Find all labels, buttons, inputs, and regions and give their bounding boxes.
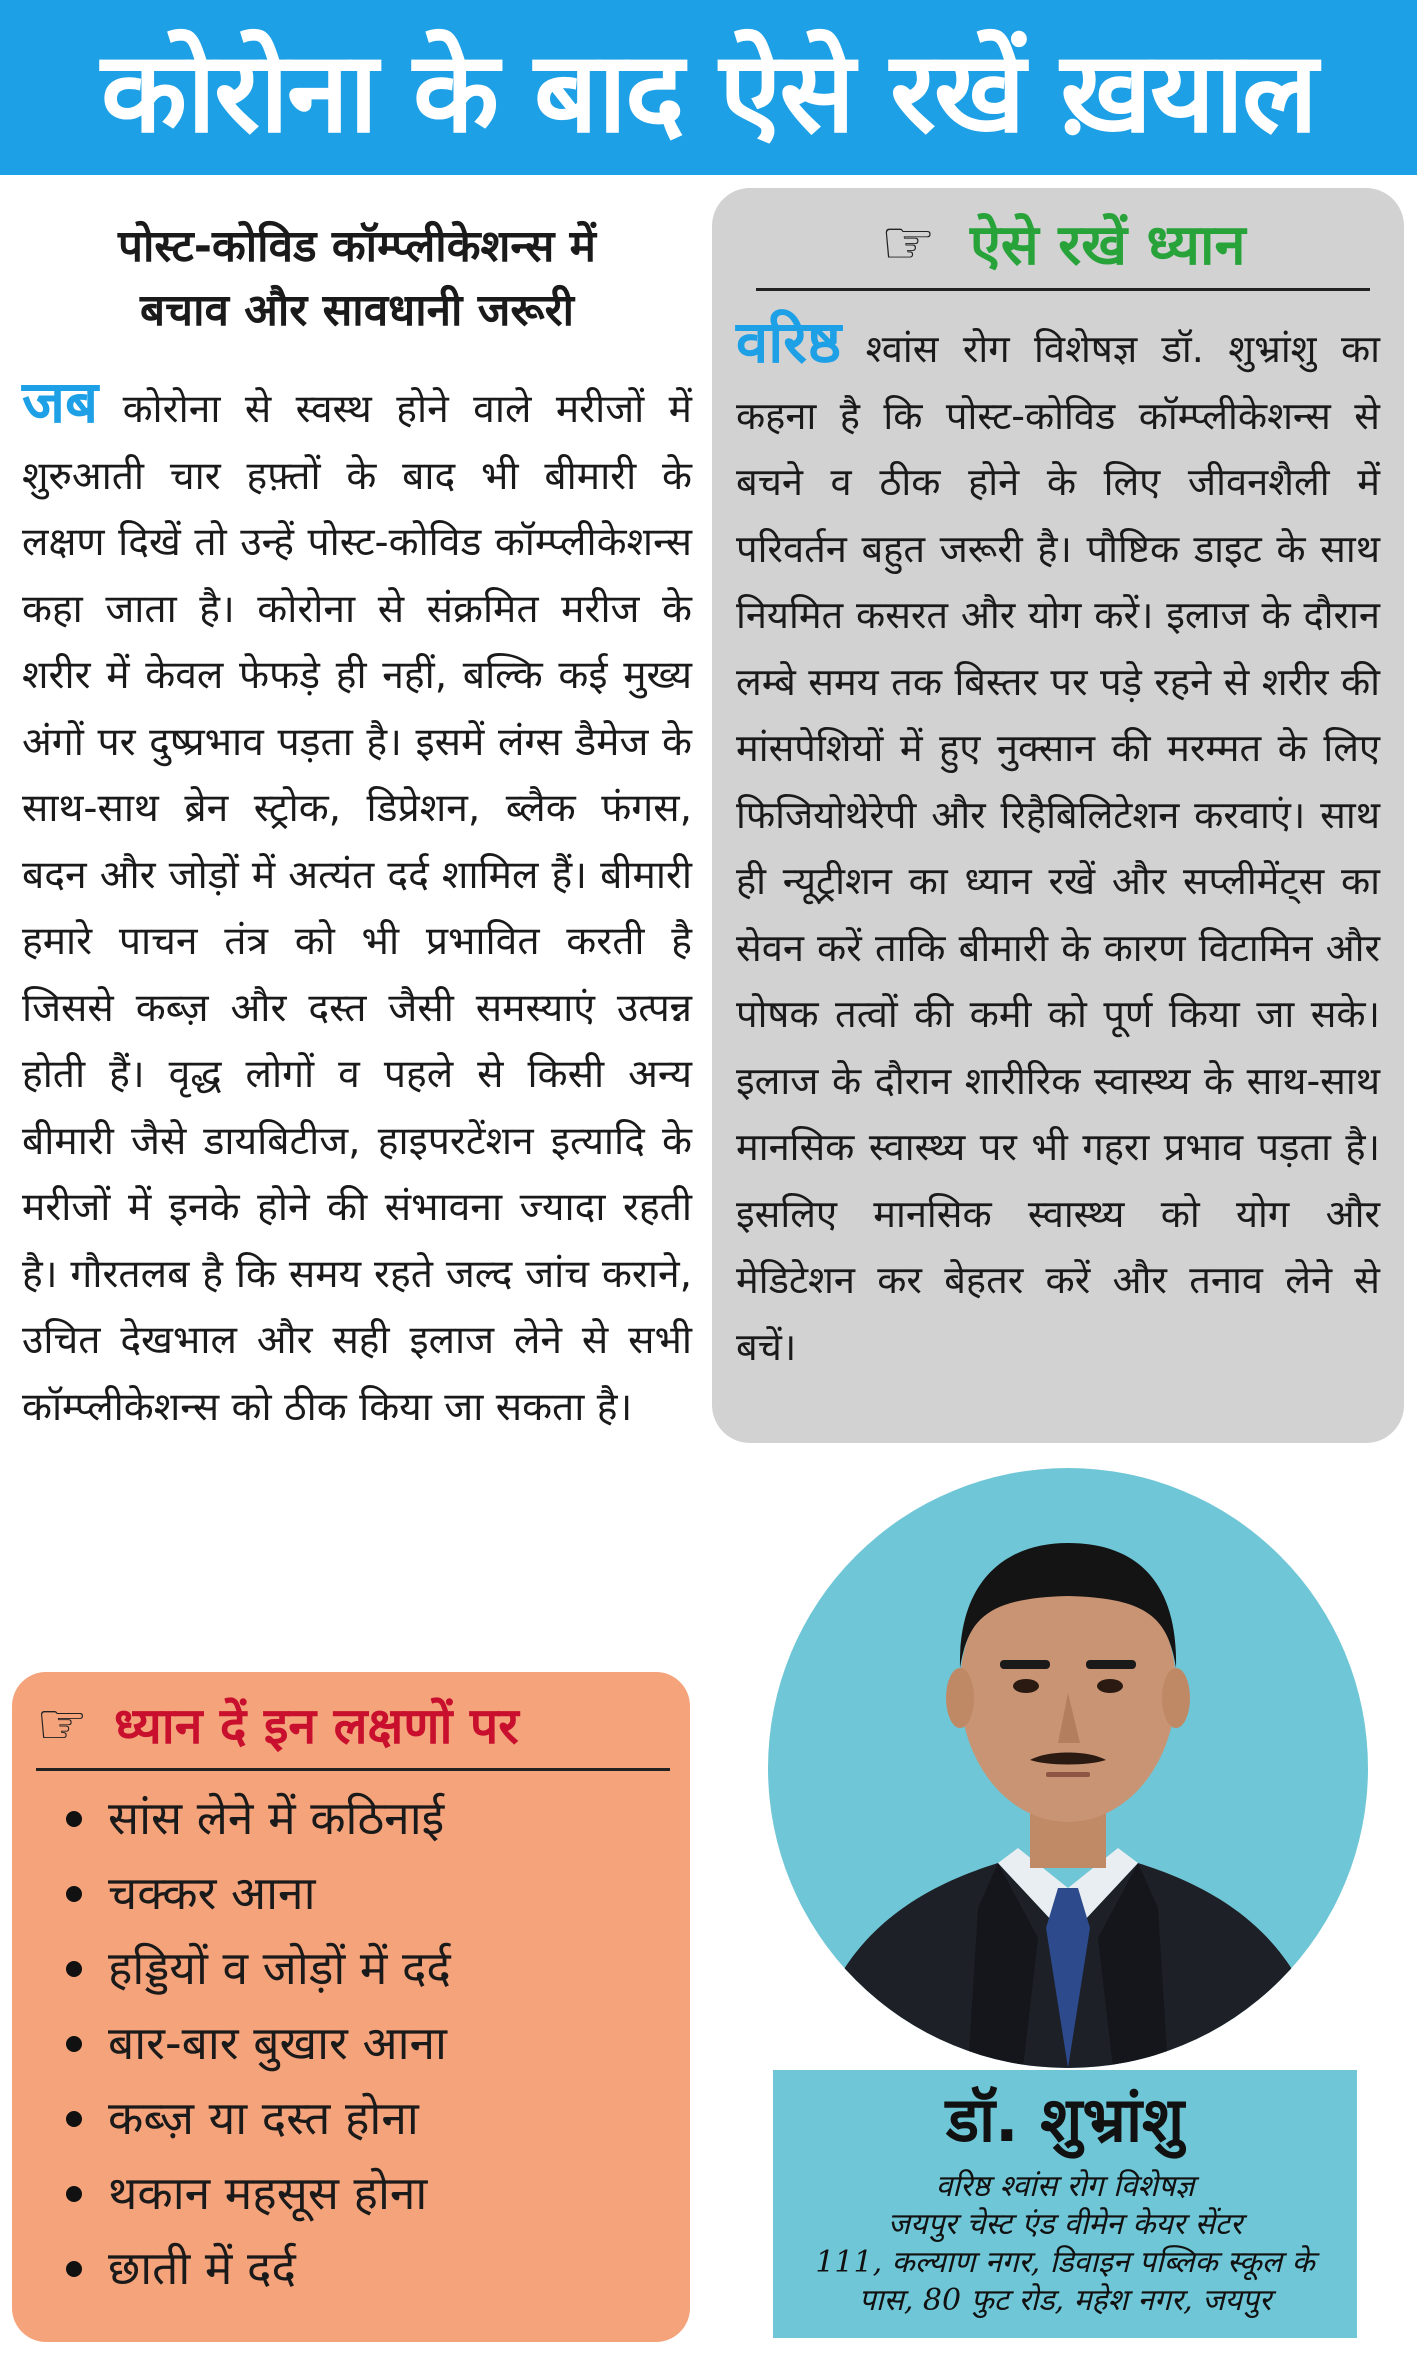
article-dropcap: जब — [22, 368, 99, 436]
subheading-line-1: पोस्ट-कोविड कॉम्प्लीकेशन्स में — [118, 221, 596, 272]
doctor-designation: वरिष्ठ श्वांस रोग विशेषज्ञ — [935, 2169, 1195, 2204]
list-item: सांस लेने में कठिनाई — [36, 1781, 670, 1856]
header-banner — [0, 0, 1417, 175]
bullet-icon — [66, 2261, 82, 2277]
article-body — [22, 369, 692, 1441]
pointing-hand-icon: ☞ — [36, 1690, 88, 1758]
doctor-address-line-2: पास, 80 फुट रोड, महेश नगर, जयपुर — [858, 2283, 1272, 2318]
list-item: हड्डियों व जोड़ों में दर्द — [36, 1931, 670, 2006]
article-subheading — [22, 215, 692, 343]
doctor-address-line-1: 111, कल्याण नगर, डिवाइन पब्लिक स्कूल के — [815, 2245, 1315, 2280]
symptoms-header — [36, 1690, 670, 1771]
tips-body — [736, 309, 1380, 1380]
article-text: कोरोना से स्वस्थ होने वाले मरीजों में शुरुआती चार हफ़्तों के बाद भी बीमारी के लक्षण दिखें तो उन्हें पोस्ट-कोविड कॉम्प्लीकेशन्स कहा जाता है। कोरोना से संक्रमित मरीज के शरीर में केवल फेफड़े ही नहीं, बल्कि कई मुख्य अंगों पर दुष्प्रभाव पड़ता है। इसमें लंग्स डैमेज के साथ-साथ ब्रेन स्ट्रोक, डिप्रेशन, ब्लैक फंगस, बदन और जोड़ों में अत्यंत दर्द शामिल हैं। बीमारी हमारे पाचन तंत्र को भी प्रभावित करती है जिससे कब्ज़ और दस्त जैसी समस्याएं उत्पन्न होती हैं। वृद्ध लोगों व पहले से किसी अन्य बीमारी जैसे डायबिटीज, हाइपरटेंशन इत्यादि के मरीजों में इनके होने की संभावना ज्यादा रहती है। गौरतलब है कि समय रहते जल्द जांच कराने, उचित देखभाल और सही इलाज लेने से सभी कॉम्प्लीकेशन्स को ठीक किया जा सकता है। — [22, 387, 692, 1430]
list-item: छाती में दर्द — [36, 2231, 670, 2306]
doctor-photo — [768, 1468, 1368, 2068]
doctor-hospital: जयपुर चेस्ट एंड वीमेन केयर सेंटर — [887, 2207, 1243, 2242]
subheading-line-2: बचाव और सावधानी जरूरी — [140, 285, 574, 336]
doctor-name: डॉ. शुभ्रांशु — [945, 2083, 1185, 2156]
article-column — [22, 215, 692, 1441]
tips-text: श्वांस रोग विशेषज्ञ डॉ. शुभ्रांशु का कहना है कि पोस्ट-कोविड कॉम्प्लीकेशन्स से बचने व ठीक होने के लिए जीवनशैली में परिवर्तन बहुत जरूरी है। पौष्टिक डाइट के साथ नियमित कसरत और योग करें। इलाज के दौरान लम्बे समय तक बिस्तर पर पड़े रहने से शरीर की मांसपेशियों में हुए नुक्सान की मरम्मत के लिए फिजियोथेरेपी और रिहैबिलिटेशन करवाएं। साथ ही न्यूट्रीशन का ध्यान रखें और सप्लीमेंट्स का सेवन करें ताकि बीमारी के कारण विटामिन और पोषक तत्वों की कमी को पूर्ण किया जा सके। इलाज के दौरान शारीरिक स्वास्थ्य के साथ-साथ मानसिक स्वास्थ्य पर भी गहरा प्रभाव पड़ता है। इसलिए मानसिक स्वास्थ्य को योग और मेडिटेशन कर बेहतर करें और तनाव लेने से बचें। — [736, 327, 1380, 1369]
page-title: कोरोना के बाद ऐसे रखें ख़याल — [100, 28, 1316, 158]
list-item: थकान महसूस होना — [36, 2156, 670, 2231]
tips-box — [712, 188, 1404, 1443]
list-item: चक्कर आना — [36, 1856, 670, 1931]
tips-title: ऐसे रखें ध्यान — [969, 213, 1246, 278]
doctor-portrait-icon — [768, 1468, 1368, 2068]
bullet-icon — [66, 1886, 82, 1902]
tips-header — [756, 198, 1370, 291]
symptoms-box — [12, 1672, 690, 2342]
symptoms-list — [36, 1781, 670, 2306]
bullet-icon — [66, 2111, 82, 2127]
tips-dropcap: वरिष्ठ — [736, 308, 842, 376]
symptoms-title: ध्यान दें इन लक्षणों पर — [114, 1697, 519, 1755]
list-item: कब्ज़ या दस्त होना — [36, 2081, 670, 2156]
bullet-icon — [66, 2036, 82, 2052]
list-item: बार-बार बुखार आना — [36, 2006, 670, 2081]
pointing-hand-icon: ☞ — [880, 206, 936, 279]
doctor-caption — [773, 2070, 1357, 2338]
bullet-icon — [66, 1961, 82, 1977]
bullet-icon — [66, 2186, 82, 2202]
bullet-icon — [66, 1811, 82, 1827]
